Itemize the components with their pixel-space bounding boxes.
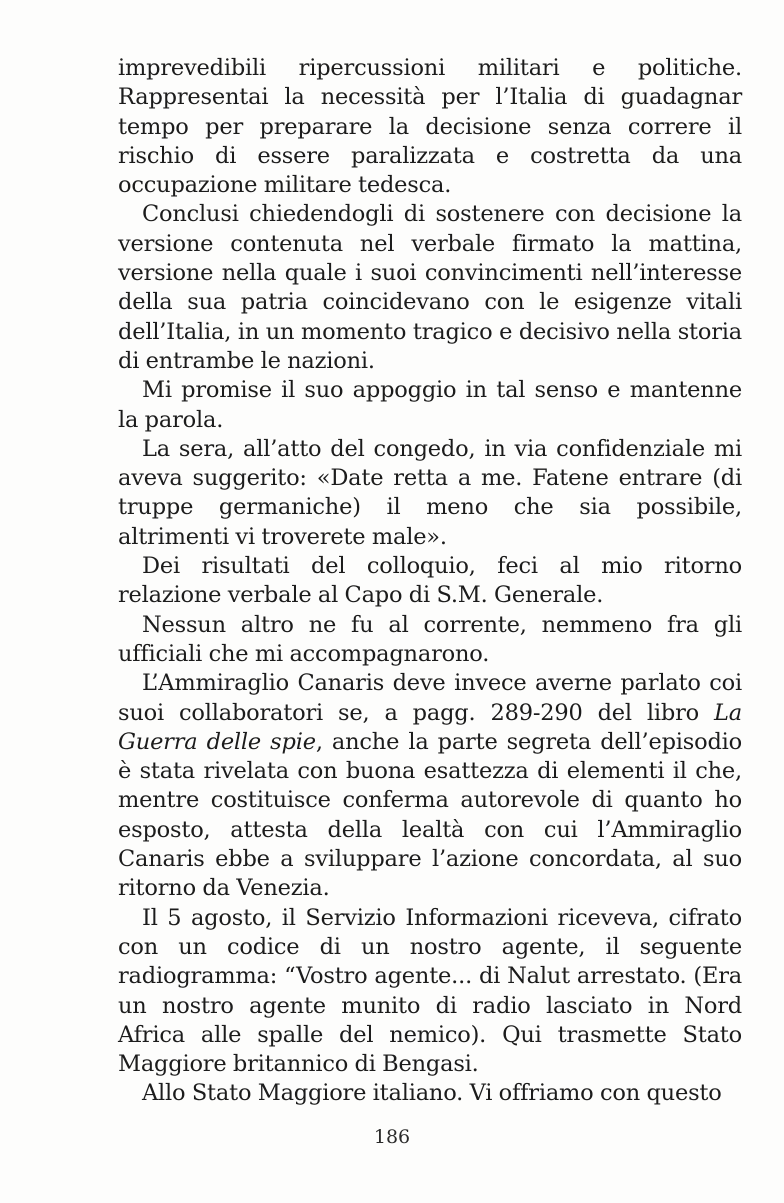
paragraph-promessa: Mi promise il suo appoggio in tal senso e mantenne la parola.: [118, 377, 742, 433]
paragraph-canaris: [118, 669, 742, 903]
page-number: 186: [373, 1126, 411, 1148]
paragraph-continuation: imprevedibili ripercussioni militari e politiche. Rappresentai la necessità per l’Italia di guadagnar tempo per preparare la decisione senza correre il rischio di essere paralizzata e costretta da una occupazione militare tedesca.: [118, 55, 742, 199]
paragraph-conclusi: Conclusi chiedendogli di sostenere con decisione la versione contenuta nel verbale firmato la mattina, versione nella quale i suoi convincimenti nell’interesse della sua patria coincidevano con le esigenze vitali dell’Italia, in un momento tragico e decisivo nella storia di entrambe le nazioni.: [118, 201, 742, 374]
paragraph-nessun-altro: Nessun altro ne fu al corrente, nemmeno fra gli ufficiali che mi accompagnarono.: [118, 611, 742, 667]
paragraph-stato-maggiore: Allo Stato Maggiore italiano. Vi offriamo con questo: [142, 1080, 722, 1107]
paragraph-risultati: Dei risultati del colloquio, feci al mio ritorno relazione verbale al Capo di S.M. Generale.: [118, 553, 742, 609]
paragraph-radiogramma: Il 5 agosto, il Servizio Informazioni riceveva, cifrato con un codice di un nostro agente, il seguente radiogramma: “Vostro agente... di Nalut arrestato. (Era un nostro agente munito di radio lasciato in Nord Africa alle spalle del nemico). Qui trasmette Stato Maggiore britannico di Bengasi.: [118, 904, 742, 1078]
book-title: La Guerra delle spie: [118, 699, 742, 755]
canaris-text-before: L’Ammiraglio Canaris deve invece averne parlato coi suoi collaboratori se, a pagg. 289-290 del libro: [118, 670, 742, 726]
paragraph-congedo: La sera, all’atto del congedo, in via confidenziale mi aveva suggerito: «Date retta a me. Fatene entrare (di truppe germaniche) il meno che sia possibile, altrimenti vi troverete male».: [118, 435, 742, 550]
body-text: [118, 54, 742, 1109]
canaris-text-after: , anche la parte segreta dell’episodio è stata rivelata con buona esattezza di elementi il che, mentre costituisce conferma autorevole di quanto ho esposto, attesta della lealtà con cui l’Ammiraglio Canaris ebbe a sviluppare l’azione concordata, al suo ritorno da Venezia.: [118, 728, 743, 902]
